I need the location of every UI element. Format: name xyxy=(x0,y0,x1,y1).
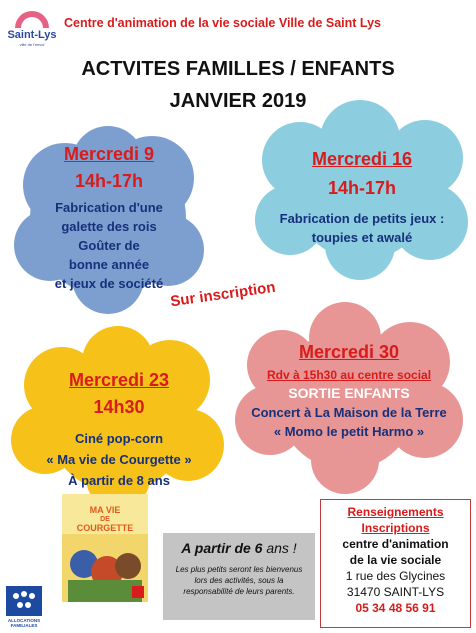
age-headline xyxy=(163,540,315,556)
event-time: 14h30 xyxy=(93,397,145,417)
contact-info-box xyxy=(320,499,471,628)
event-card-mercredi-16 xyxy=(262,149,462,247)
page-subtitle: JANVIER 2019 xyxy=(169,90,307,112)
event-line: bonne année xyxy=(68,257,150,272)
event-date: Mercredi 16 xyxy=(311,149,413,169)
contact-line: centre d'animation xyxy=(342,537,449,551)
contact-line: 31470 SAINT-LYS xyxy=(346,585,445,599)
age-headline-rest: ans ! xyxy=(262,540,297,556)
poster-title-line: MA VIE xyxy=(89,505,121,515)
event-date: Mercredi 23 xyxy=(68,370,170,390)
event-card-mercredi-30 xyxy=(236,342,462,441)
logo-subtitle: ville de l'envol xyxy=(19,42,45,47)
contact-heading: Renseignements xyxy=(347,505,444,519)
contact-phone: 05 34 48 56 91 xyxy=(355,601,436,615)
registration-note: Sur inscription xyxy=(169,278,277,311)
page-title: ACTVITES FAMILLES / ENFANTS xyxy=(81,58,395,80)
age-note: Les plus petits seront les bienvenus lors des activités, sous la responsabilité de leurs parents. xyxy=(175,565,303,596)
caf-text-line: FAMILIALES xyxy=(10,623,38,628)
age-info-box xyxy=(163,533,315,620)
poster-title-line: COURGETTE xyxy=(76,523,134,533)
event-line: À partir de 8 ans xyxy=(68,473,170,488)
event-line: toupies et awalé xyxy=(311,230,413,245)
event-card-mercredi-23 xyxy=(40,370,198,491)
event-line: Fabrication d'une xyxy=(55,200,163,215)
event-line: galette des rois xyxy=(61,219,157,234)
organization-header: Centre d'animation de la vie sociale Ville de Saint Lys xyxy=(64,16,381,30)
event-line: Fabrication de petits jeux : xyxy=(279,211,445,226)
event-line: et jeux de société xyxy=(54,276,164,291)
event-line: Ciné pop-corn xyxy=(74,431,164,446)
event-rdv: Rdv à 15h30 au centre social xyxy=(266,368,432,382)
event-time: 14h-17h xyxy=(74,171,144,191)
caf-text-line: ALLOCATIONS xyxy=(7,618,41,623)
event-card-mercredi-9 xyxy=(28,144,190,293)
event-time: 14h-17h xyxy=(327,178,397,198)
event-subtitle: SORTIE ENFANTS xyxy=(288,385,410,401)
poster-title xyxy=(62,506,148,533)
event-date: Mercredi 30 xyxy=(298,342,400,362)
contact-heading: Inscriptions xyxy=(361,521,430,535)
event-line: Concert à La Maison de la Terre xyxy=(251,405,447,420)
event-line: Goûter de xyxy=(78,238,140,253)
event-line: « Ma vie de Courgette » xyxy=(46,452,192,467)
contact-line: 1 rue des Glycines xyxy=(345,569,446,583)
caf-text xyxy=(0,618,48,628)
event-line: « Momo le petit Harmo » xyxy=(273,424,425,439)
logo-text: Saint-Lys xyxy=(7,29,57,41)
contact-line: de la vie sociale xyxy=(349,553,442,567)
event-date: Mercredi 9 xyxy=(63,144,155,164)
poster-title-line: DE xyxy=(100,516,110,523)
age-headline-bold: A partir de 6 xyxy=(181,540,263,556)
